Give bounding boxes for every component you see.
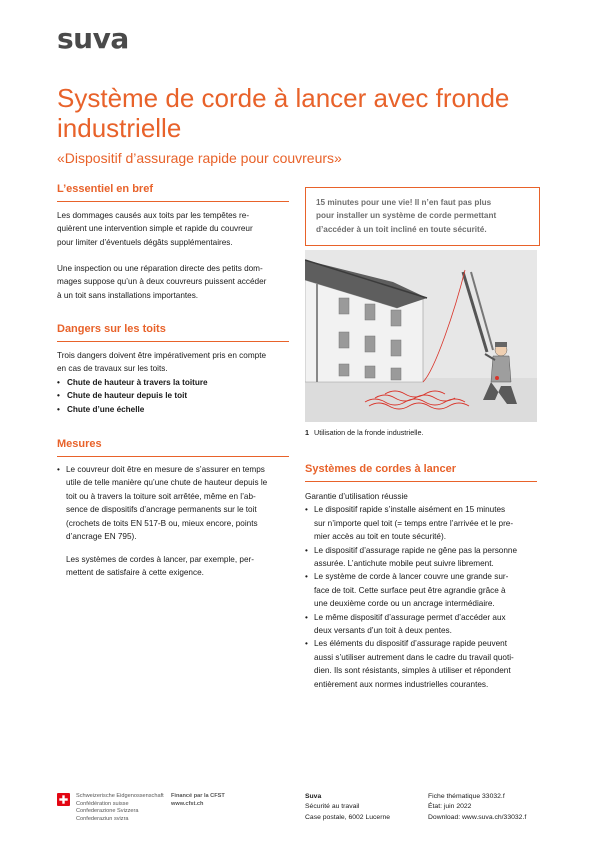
illustration-svg [305, 250, 537, 422]
text-line: Le même dispositif d’assurage permet d’accéder aux [314, 612, 506, 622]
text-line: sence de dispositifs d’ancrage permanents sur le toit [66, 505, 257, 515]
page-subtitle: «Dispositif d’assurage rapide pour couvreurs» [57, 150, 342, 166]
heading-essentiel: L’essentiel en bref [57, 183, 153, 195]
text-line: mier accès au toit en toute sécurité). [314, 532, 446, 542]
list-item [305, 637, 545, 691]
swiss-cross-icon [57, 793, 70, 806]
text-line: Schweizerische Eidgenossenschaft [76, 793, 164, 799]
bullet-glyph: • [305, 639, 308, 649]
text-line: pour installer un système de corde permettant [316, 211, 497, 221]
text-line: Une inspection ou une réparation directe des petits dom- [57, 264, 263, 273]
list-item [305, 611, 545, 638]
text-line: Les éléments du dispositif d’assurage rapide peuvent [314, 639, 507, 649]
heading-rule [57, 341, 289, 342]
caption-text: Utilisation de la fronde industrielle. [314, 428, 424, 437]
bullet-glyph: • [305, 545, 308, 555]
illustration-fronde [305, 250, 537, 422]
confederation-text [76, 793, 164, 823]
text-line: Financé par la CFST [171, 793, 225, 799]
text-line: Les dommages causés aux toits par les tempêtes re- [57, 211, 250, 220]
suva-address [305, 792, 390, 823]
heading-dangers: Dangers sur les toits [57, 323, 166, 335]
text-line: deux versants d’un toit à deux pentes. [314, 626, 452, 636]
text-line: à un toit sans installations importantes. [57, 290, 199, 300]
paragraph-essentiel-2 [57, 262, 297, 302]
paragraph-essentiel-1 [57, 209, 297, 249]
heading-rule [57, 201, 289, 202]
figure-caption [305, 428, 423, 437]
text-line: pour limiter d’éventuels dégâts supplémentaires. [57, 237, 233, 247]
text-line: (crochets de toits EN 517-B ou, mieux encore, points [66, 518, 258, 528]
systemes-list [305, 490, 545, 691]
text-line: face de toit. Cette surface peut être agrandie grâce à [314, 585, 506, 595]
text-line: d’accéder à un toit incliné en toute sécurité. [316, 224, 487, 234]
section-mesures [57, 438, 289, 457]
text-line: utile de telle manière qu’une chute de hauteur depuis le [66, 478, 268, 488]
text-line: en cas de travaux sur les toits. [57, 364, 168, 374]
download-link[interactable]: Download: www.suva.ch/33032.f [428, 813, 527, 821]
text-line: Les systèmes de cordes à lancer, par exemple, per- [66, 555, 254, 564]
text-line: d’ancrage EN 795). [66, 532, 137, 542]
section-systemes [305, 463, 537, 482]
bullet-glyph: • [305, 505, 308, 515]
text-line: aussi s’utiliser autrement dans le cadre du travail quoti- [314, 652, 514, 662]
bullet-glyph: • [305, 572, 308, 582]
text-line: dien. Ils sont résistants, simples à utiliser et répondent [314, 666, 511, 676]
text-line: État: juin 2022 [428, 803, 472, 811]
fiche-info [428, 792, 526, 823]
list-item: • Chute de hauteur à travers la toiture [57, 376, 297, 389]
heading-rule [57, 456, 289, 457]
swiss-cross-svg [57, 793, 70, 806]
text-line: Confederaziun svizra [76, 815, 129, 822]
bullet-glyph: • [305, 612, 308, 622]
text-line: Le dispositif rapide s’installe aisément en 15 minutes [314, 505, 506, 515]
page-title: Système de corde à lancer avec fronde industrielle [57, 83, 510, 143]
cfst-link[interactable]: www.cfst.ch [171, 800, 204, 807]
bullet-glyph: • [57, 465, 60, 474]
text-line: Le dispositif d’assurage rapide ne gêne pas la personne [314, 545, 518, 555]
text-line: Sécurité au travail [305, 803, 360, 811]
text-line: Confederazione Svizzera [76, 808, 139, 814]
text-line: une deuxième corde ou un ancrage intermédiaire. [314, 599, 495, 609]
text-line: 15 minutes pour une vie! Il n’en faut pas plus [316, 198, 492, 207]
text-line: Le couvreur doit être en mesure de s’assurer en temps [66, 465, 265, 474]
list-item: • Chute de hauteur depuis le toit [57, 389, 297, 402]
text-line: Fiche thématique 33032.f [428, 793, 505, 800]
text-line: Confédération suisse [76, 800, 129, 807]
paragraph-dangers [57, 349, 297, 416]
text-line: mettent de satisfaire à cette exigence. [66, 568, 204, 578]
caption-number: 1 [305, 428, 309, 437]
text-line: Trois dangers doivent être impérativement pris en compte [57, 351, 267, 360]
section-dangers [57, 323, 289, 342]
dangers-list [57, 376, 297, 416]
heading-mesures: Mesures [57, 438, 102, 450]
list-item: • Chute d’une échelle [57, 403, 297, 416]
text-line: sur n’importe quel toit (= temps entre l’arrivée et le pre- [314, 518, 514, 528]
section-essentiel [57, 183, 289, 202]
text-line: quièrent une intervention simple et rapide du couvreur [57, 224, 253, 234]
list-item [305, 544, 545, 571]
text-line: toit ou à travers la toiture soit arrêtée, même en l’ab- [66, 491, 256, 501]
paragraph-mesures [66, 553, 298, 580]
suva-logo: suva [57, 22, 129, 55]
list-item [305, 570, 545, 610]
callout-box [305, 187, 540, 246]
heading-systemes: Systèmes de cordes à lancer [305, 463, 457, 475]
text-line: Suva [305, 793, 322, 800]
systemes-intro: Garantie d’utilisation réussie [305, 492, 408, 501]
text-line: mages suppose qu’un à deux couvreurs puissent accéder [57, 277, 267, 287]
text-line: entièrement aux normes industrielles courantes. [314, 679, 489, 689]
text-line: Le système de corde à lancer couvre une grande sur- [314, 572, 509, 582]
mesures-bullet [57, 463, 297, 543]
text-line: assurée. L’antichute mobile peut suivre librement. [314, 559, 494, 569]
heading-rule [305, 481, 537, 482]
cfst-text [171, 793, 225, 808]
text-line: Case postale, 6002 Lucerne [305, 813, 391, 821]
list-item [305, 503, 545, 543]
